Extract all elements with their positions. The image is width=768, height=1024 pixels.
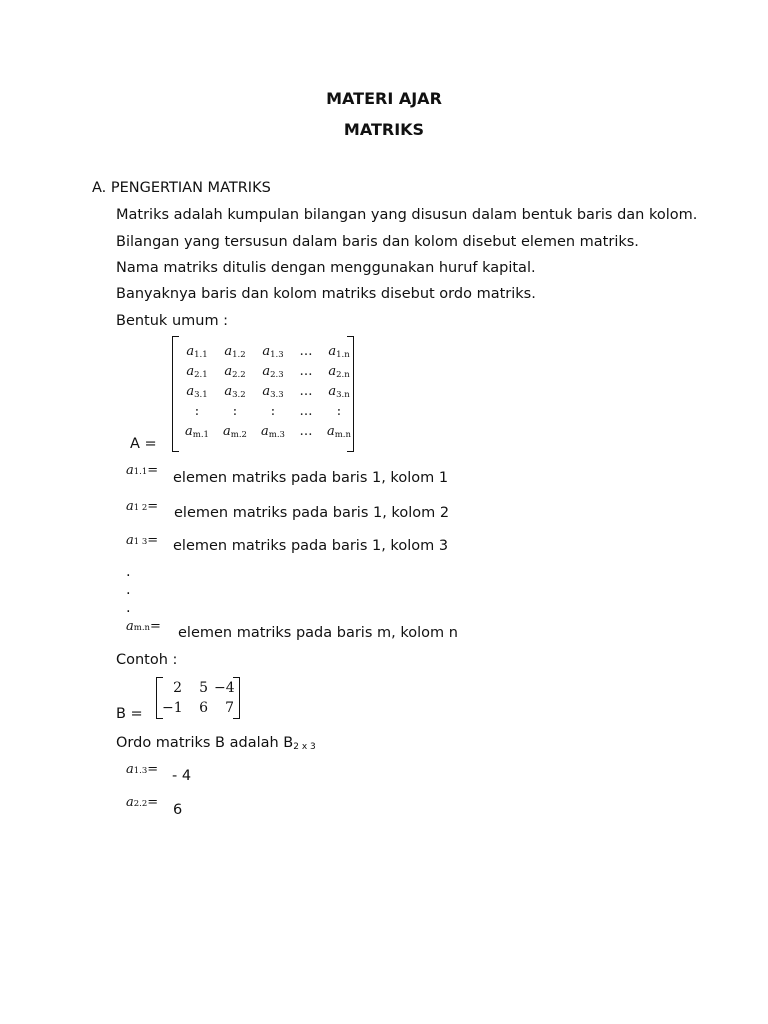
matrix-cell: a1.n <box>328 344 350 360</box>
matrix-cell: a3.n <box>328 384 350 400</box>
ellipsis-dot: . <box>126 564 131 580</box>
matrix-b-cell: 7 <box>225 700 234 716</box>
matrix-cell: … <box>299 344 313 359</box>
matrix-cell: : <box>270 404 276 419</box>
element-row: a1.3= <box>126 762 159 777</box>
matrix-cell: am.1 <box>185 424 209 440</box>
matrix-b-grid <box>162 678 236 718</box>
example-value: 6 <box>173 802 183 818</box>
example-value: - 4 <box>172 768 192 784</box>
matrix-b-cell: 5 <box>199 680 208 696</box>
element-description: elemen matriks pada baris 1, kolom 2 <box>174 505 450 521</box>
matrix-cell: am.3 <box>261 424 285 440</box>
ordo-line: Ordo matriks B adalah B2 x 3 <box>116 735 316 752</box>
element-description: elemen matriks pada baris 1, kolom 1 <box>173 470 449 486</box>
general-matrix <box>172 336 354 452</box>
element-symbol: a2.2 <box>126 795 148 810</box>
matrix-cell: am.2 <box>223 424 247 440</box>
paragraph-line: Banyaknya baris dan kolom matriks disebut ordo matriks. <box>116 286 536 302</box>
ordo-subscript: 2 x 3 <box>293 742 316 752</box>
matrix-cell: a3.3 <box>262 384 284 400</box>
paragraph-line: Bilangan yang tersusun dalam baris dan kolom disebut elemen matriks. <box>116 234 639 250</box>
element-row: a2.2= <box>126 795 159 810</box>
element-symbol: a1 3 <box>126 533 148 548</box>
matrix-cell: am.n <box>326 424 351 440</box>
paragraph-line: Nama matriks ditulis dengan menggunakan huruf kapital. <box>116 260 536 276</box>
matrix-cell: … <box>299 384 313 399</box>
paragraph-line: Matriks adalah kumpulan bilangan yang disusun dalam bentuk baris dan kolom. <box>116 207 698 223</box>
matrix-cell: a2.n <box>328 364 350 380</box>
element-row: a1 2= <box>126 499 159 514</box>
matrix-cell: a2.1 <box>186 364 208 380</box>
matrix-cell: a1.1 <box>186 344 208 360</box>
element-row: am.n= <box>126 619 161 634</box>
matrix-cell: : <box>194 404 200 419</box>
matrix-a-label: A = <box>130 436 157 452</box>
matrix-cell: a2.2 <box>224 364 246 380</box>
matrix-b-cell: 6 <box>199 700 208 716</box>
matrix-cell: a3.2 <box>224 384 246 400</box>
matrix-b <box>156 677 240 719</box>
matrix-cell: … <box>299 364 313 379</box>
element-symbol: a1.1 <box>126 463 148 478</box>
page-title: MATERI AJAR <box>326 89 442 108</box>
element-symbol: a1 2 <box>126 499 148 514</box>
matrix-cell: … <box>299 404 313 419</box>
element-symbol: am.n <box>126 619 151 634</box>
ellipsis-dot: . <box>126 582 131 598</box>
matrix-b-cell: −4 <box>214 680 235 696</box>
section-a-heading: A. PENGERTIAN MATRIKS <box>92 180 271 196</box>
matrix-cell: : <box>232 404 238 419</box>
matrix-cell: a2.3 <box>262 364 284 380</box>
example-heading: Contoh : <box>116 652 178 668</box>
matrix-b-label: B = <box>116 706 143 722</box>
general-matrix-grid <box>178 342 351 442</box>
element-description: elemen matriks pada baris m, kolom n <box>178 625 458 641</box>
matrix-cell: : <box>336 404 342 419</box>
matrix-b-cell: −1 <box>162 700 183 716</box>
element-symbol: a1.3 <box>126 762 148 777</box>
matrix-cell: a1.2 <box>224 344 246 360</box>
page-subtitle: MATRIKS <box>343 120 425 139</box>
matrix-cell: … <box>299 424 313 439</box>
element-row: a1.1= <box>126 463 159 478</box>
paragraph-line: Bentuk umum : <box>116 313 229 329</box>
matrix-cell: a3.1 <box>186 384 208 400</box>
element-row: a1 3= <box>126 533 159 548</box>
matrix-b-cell: 2 <box>173 680 182 696</box>
ellipsis-dot: . <box>126 600 131 616</box>
matrix-cell: a1.3 <box>262 344 284 360</box>
element-description: elemen matriks pada baris 1, kolom 3 <box>173 538 449 554</box>
